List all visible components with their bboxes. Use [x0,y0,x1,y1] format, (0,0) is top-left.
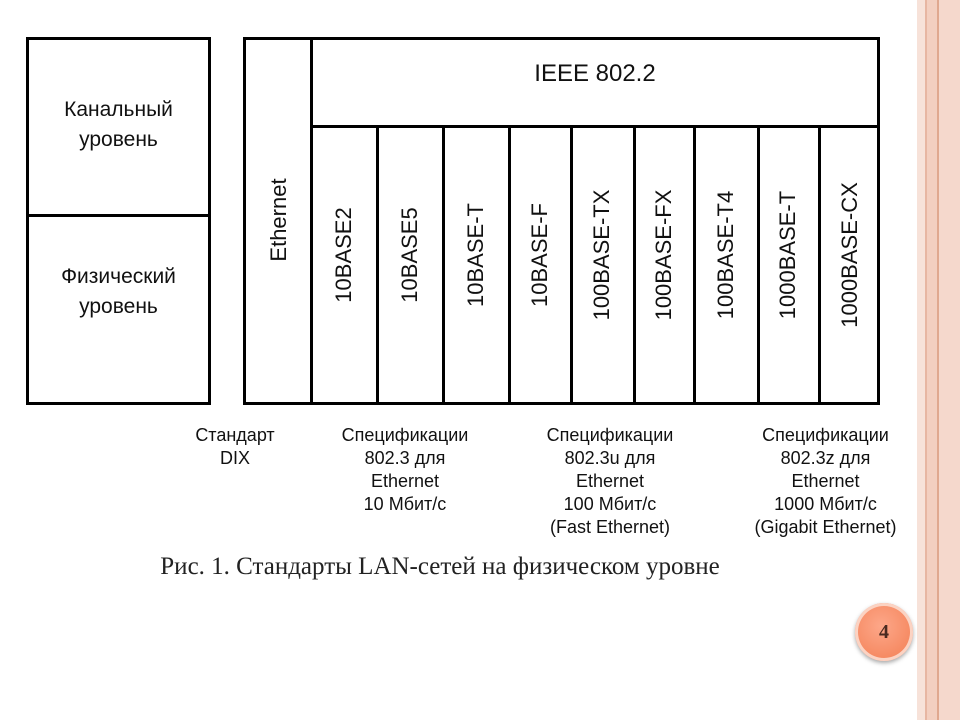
figure-caption: Рис. 1. Стандарты LAN-сетей на физическом уровне [160,553,720,580]
column-label-1000base-cx: 1000BASE-CX [837,182,862,328]
osi-layers-box [26,37,211,405]
column-label-10base5: 10BASE5 [397,207,422,303]
column-label-10base-t: 10BASE-T [463,203,488,307]
column-divider [570,125,573,405]
ethernet-label: Ethernet [266,178,291,262]
page-number-badge: 4 [855,603,913,661]
layer-divider [29,214,208,217]
physical-layer-label: Физический уровень [61,265,176,318]
column-label-100base-fx: 100BASE-FX [651,189,676,321]
column-label-10base2: 10BASE2 [331,207,356,303]
group-label-802-3z: Спецификации 802.3z для Ethernet 1000 Мбит/с (Gigabit Ethernet) [754,425,897,537]
group-label-802-3u: Спецификации 802.3u для Ethernet 100 Мбит/с (Fast Ethernet) [546,425,674,537]
column-divider [442,125,445,405]
column-label-100base-t4: 100BASE-T4 [713,190,738,320]
ethernet-divider [310,37,313,405]
column-divider [818,125,821,405]
column-label-10base-f: 10BASE-F [527,203,552,307]
column-divider [633,125,636,405]
column-label-1000base-t: 1000BASE-T [775,190,800,320]
column-divider [757,125,760,405]
ieee-802-2-header: IEEE 802.2 [534,60,656,87]
group-label-802-3: Спецификации 802.3 для Ethernet 10 Мбит/с [341,425,469,514]
column-divider [508,125,511,405]
column-divider [693,125,696,405]
column-divider [376,125,379,405]
decor-stripe-3 [927,0,937,720]
decor-stripe-1 [917,0,925,720]
ieee-header-divider [310,125,880,128]
group-label-dix: Стандарт DIX [195,425,275,468]
column-label-100base-tx: 100BASE-TX [589,189,614,321]
decor-stripe-5 [939,0,960,720]
data-link-layer-label: Канальный уровень [64,98,173,151]
